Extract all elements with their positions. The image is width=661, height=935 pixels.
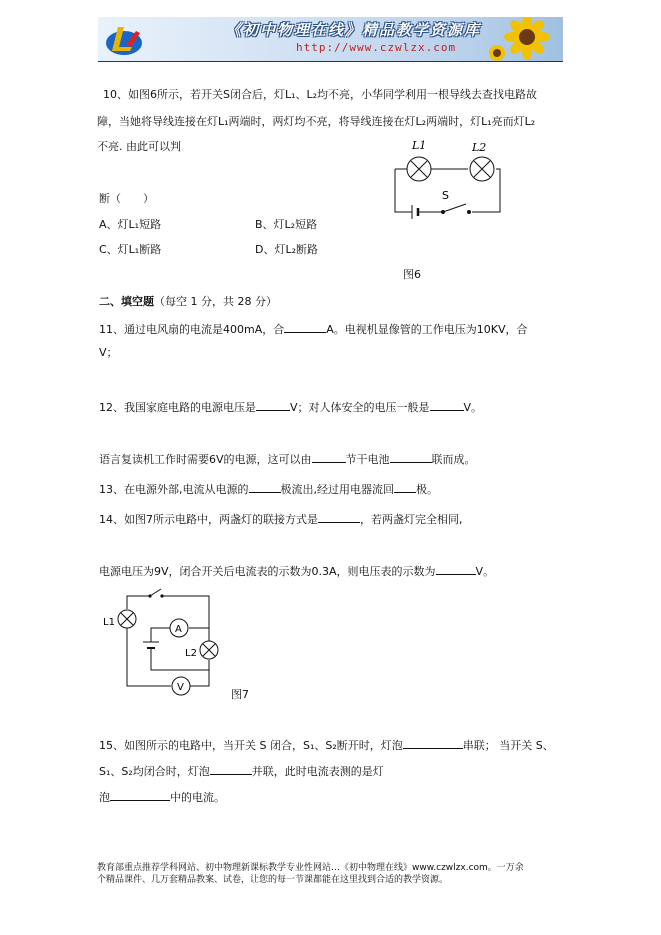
q15-text-e: 泡 — [99, 791, 110, 804]
fig7-label-v: V — [177, 682, 184, 693]
header-banner — [98, 17, 563, 62]
q12b-line — [99, 451, 476, 467]
q12-text-a: 12、我国家庭电路的电源电压是 — [99, 401, 256, 414]
q15-blank-1[interactable] — [403, 737, 463, 749]
q13-blank-1[interactable] — [249, 481, 281, 493]
section-2-title: 二、填空题 — [99, 295, 154, 308]
sunflower-icon — [487, 17, 557, 61]
q13-blank-2[interactable] — [394, 481, 416, 493]
footer-line-1: 教育部重点推荐学科网站、初中物理新课标教学专业性网站…《初中物理在线》www.czwlzx.com。一万余 — [97, 863, 524, 873]
q15-blank-2[interactable] — [210, 763, 252, 775]
q12b-blank-2[interactable] — [390, 451, 432, 463]
q10-option-d: D、灯L₂断路 — [255, 243, 319, 256]
fig6-label-l2: L2 — [472, 141, 487, 154]
page-footer — [97, 862, 567, 886]
q13-text-b: 极流出,经过用电器流回 — [280, 483, 394, 496]
q11-line1 — [99, 321, 528, 337]
q15-text-c: S₁、S₂均闭合时，灯泡 — [99, 765, 210, 778]
q12-line — [99, 399, 482, 415]
q10-line4: 断（ ） — [99, 192, 154, 205]
q14-blank-1[interactable] — [318, 511, 360, 523]
site-logo-icon — [104, 21, 144, 57]
q13-line — [99, 481, 438, 497]
fig6-label-l1: L1 — [412, 139, 427, 152]
figure-7-caption: 图7 — [231, 688, 249, 701]
q11-text-b: A。电视机显像管的工作电压为10KV，合 — [326, 323, 528, 336]
q14-text-b: ，若两盏灯完全相同, — [360, 513, 463, 526]
q14-line2 — [99, 563, 494, 579]
q14-line1 — [99, 511, 463, 527]
q11-text-a: 11、通过电风扇的电流是400mA，合 — [99, 323, 285, 336]
q15-line3 — [99, 789, 225, 805]
q14-text-c: 电源电压为9V，闭合开关后电流表的示数为0.3A，则电压表的示数为 — [99, 565, 436, 578]
q10-line1: 10、如图6所示，若开关S闭合后，灯L₁、L₂均不亮，小华同学利用一根导线去查找电路故 — [103, 88, 538, 101]
q10-line2: 障，当她将导线连接在灯L₁两端时，两灯均不亮，将导线连接在灯L₂两端时，灯L₁亮而灯L₂ — [97, 115, 536, 128]
q12-text-b: V；对人体安全的电压一般是 — [290, 401, 430, 414]
q14-blank-2[interactable] — [436, 563, 476, 575]
q10-option-c: C、灯L₁断路 — [99, 243, 162, 256]
q12-text-c: V。 — [463, 401, 483, 414]
q13-text-c: 极。 — [416, 483, 438, 496]
q15-text-a: 15、如图所示的电路中，当开关 S 闭合，S₁、S₂断开时，灯泡 — [99, 739, 403, 752]
q11-blank-1[interactable] — [284, 321, 326, 333]
q11-line2: V； — [99, 346, 118, 359]
q12-blank-2[interactable] — [430, 399, 464, 411]
q13-text-a: 13、在电源外部,电流从电源的 — [99, 483, 249, 496]
q10-option-b: B、灯L₂短路 — [255, 218, 318, 231]
banner-title: 《初中物理在线》精品教学资源库 — [226, 21, 482, 39]
section-2-note: （每空 1 分，共 28 分） — [154, 295, 277, 308]
q15-line2 — [99, 763, 384, 779]
q15-line1 — [99, 737, 554, 753]
fig7-label-a: A — [175, 624, 182, 635]
q12b-text-b: 节干电池 — [345, 453, 390, 466]
figure-6-circuit — [392, 137, 504, 217]
section-2-heading — [99, 295, 277, 309]
banner-url[interactable]: http://www.czwlzx.com — [296, 41, 457, 54]
footer-line-2: 个精品课件、几万套精品教案、试卷，让您的每一节课都能在这里找到合适的教学资源。 — [97, 875, 449, 885]
q15-text-f: 中的电流。 — [170, 791, 225, 804]
figure-7-circuit — [103, 582, 233, 694]
q12b-text-a: 语言复读机工作时需要6V的电源，这可以由 — [99, 453, 312, 466]
q15-blank-3[interactable] — [110, 789, 170, 801]
q10-line3: 不亮. 由此可以判 — [97, 140, 181, 153]
fig7-label-l1: L1 — [103, 617, 115, 628]
q12-blank-1[interactable] — [256, 399, 290, 411]
q15-text-d: 并联，此时电流表测的是灯 — [251, 765, 384, 778]
figure-6-caption: 图6 — [403, 268, 421, 281]
q14-text-d: V。 — [475, 565, 495, 578]
q15-text-b: 串联； 当开关 S、 — [462, 739, 554, 752]
q14-text-a: 14、如图7所示电路中，两盏灯的联接方式是 — [99, 513, 318, 526]
q12b-text-c: 联而成。 — [431, 453, 476, 466]
q10-option-a: A、灯L₁短路 — [99, 218, 162, 231]
fig7-label-l2: L2 — [185, 648, 197, 659]
fig6-label-s: S — [442, 189, 449, 202]
q12b-blank-1[interactable] — [312, 451, 346, 463]
